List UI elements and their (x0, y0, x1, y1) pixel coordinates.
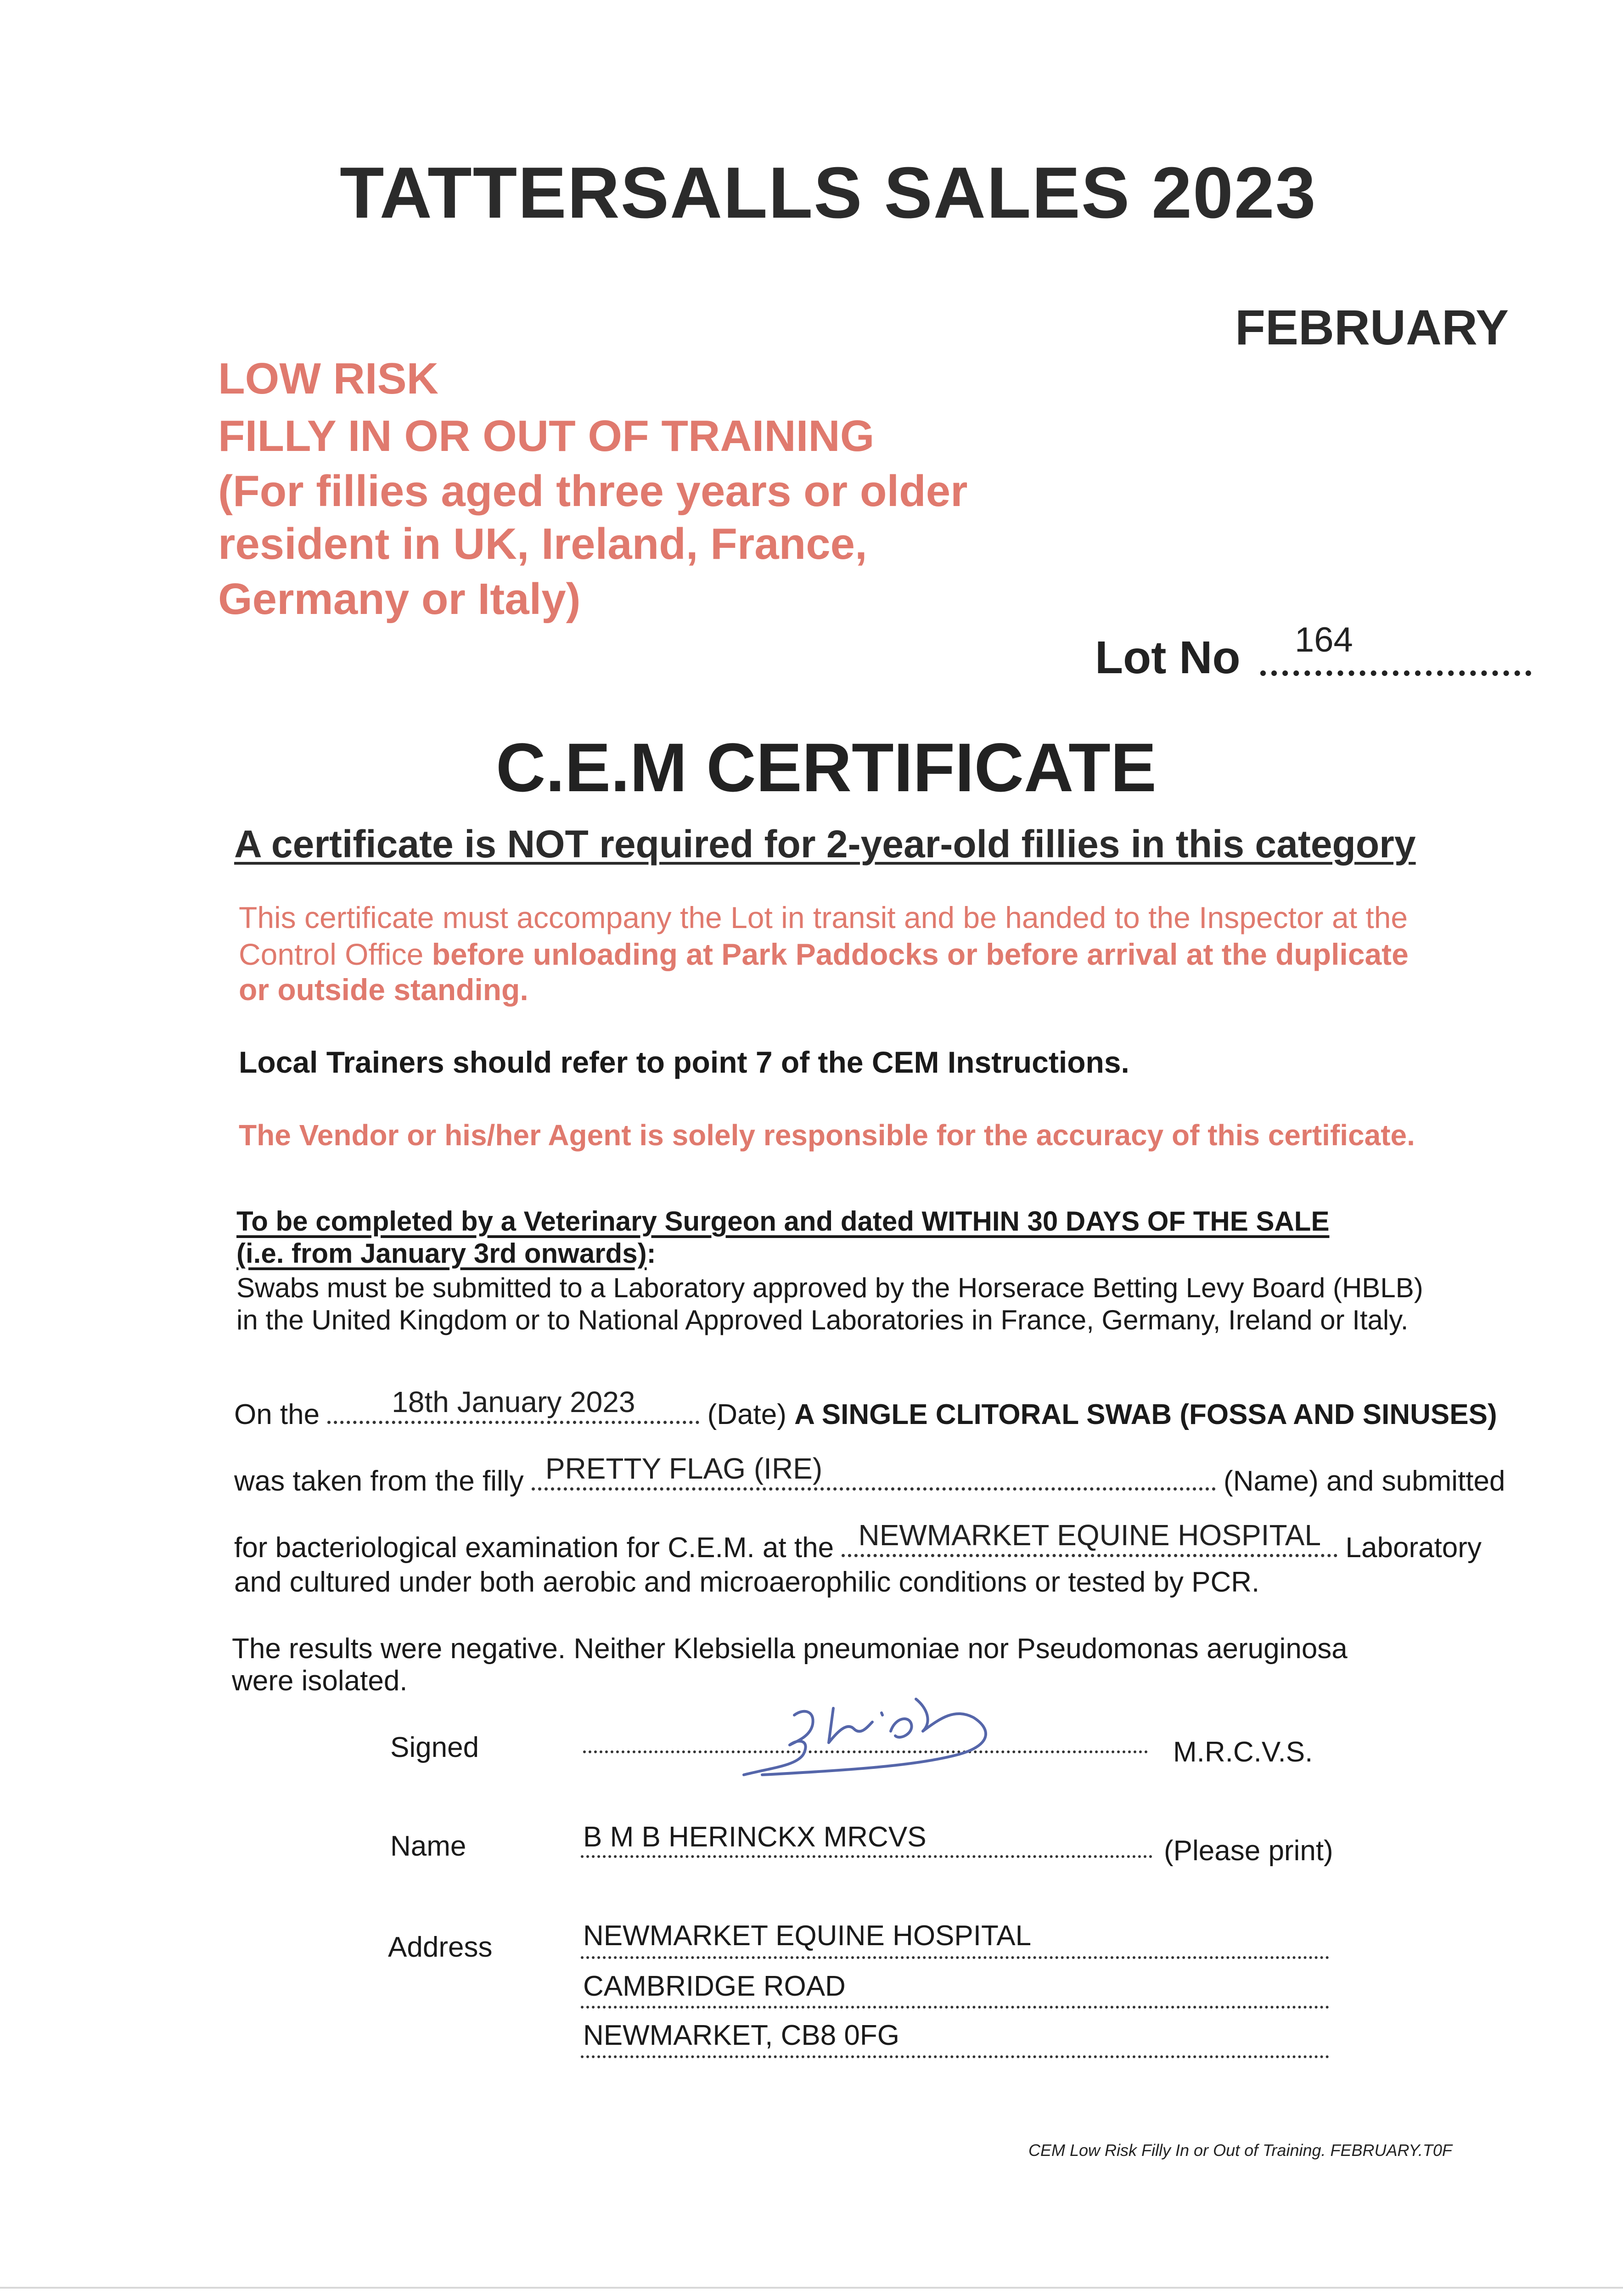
transit-notice-text: Control Office (239, 937, 432, 971)
page-title: TATTERSALLS SALES 2023 (340, 152, 1317, 233)
filly-line (234, 1452, 1505, 1497)
transit-notice-line-2 (239, 937, 1409, 972)
exam-prefix: for bacteriological examination for C.E.M. at the (234, 1532, 834, 1564)
address-line-3: NEWMARKET, CB8 0FG (583, 2020, 899, 2051)
on-the-label: On the (234, 1399, 320, 1430)
date-suffix: (Date) (707, 1399, 795, 1430)
address-field-1[interactable] (581, 1956, 1329, 1959)
laboratory-value: NEWMARKET EQUINE HOSPITAL (858, 1519, 1321, 1552)
filly-name-field[interactable] (532, 1452, 1216, 1491)
date-line (234, 1385, 1497, 1431)
certificate-title: C.E.M CERTIFICATE (496, 729, 1157, 806)
signed-label: Signed (390, 1732, 479, 1763)
date-field[interactable] (327, 1385, 699, 1424)
transit-notice-line-3: or outside standing. (239, 973, 528, 1007)
instructions-heading-line-1: To be completed by a Veterinary Surgeon and dated WITHIN 30 DAYS OF THE SALE (236, 1206, 1330, 1237)
instructions-colon: : (646, 1238, 656, 1269)
category-line-4: resident in UK, Ireland, France, (218, 519, 867, 568)
laboratory-field[interactable] (842, 1519, 1337, 1557)
taken-from-label: was taken from the filly (234, 1465, 524, 1497)
culture-statement: and cultured under both aerobic and microaerophilic conditions or tested by PCR. (234, 1566, 1260, 1598)
name-label: Name (390, 1830, 466, 1862)
sale-month: FEBRUARY (1235, 299, 1509, 355)
mrcvs-suffix: M.R.C.V.S. (1173, 1736, 1313, 1768)
vet-name-field[interactable] (581, 1855, 1152, 1858)
lot-number-field (1260, 670, 1531, 676)
category-line-1: LOW RISK (218, 354, 438, 403)
signature-mark (735, 1690, 1019, 1782)
address-label: Address (388, 1931, 493, 1963)
local-trainers-note: Local Trainers should refer to point 7 of the CEM Instructions. (239, 1045, 1129, 1079)
please-print-note: (Please print) (1164, 1835, 1333, 1867)
transit-notice-line-1: This certificate must accompany the Lot in transit and be handed to the Inspector at the (239, 900, 1408, 934)
date-value: 18th January 2023 (392, 1385, 635, 1418)
category-line-3: (For fillies aged three years or older (218, 467, 968, 516)
laboratory-line (234, 1519, 1482, 1564)
category-line-5: Germany or Italy) (218, 574, 581, 624)
lot-label: Lot No (1095, 632, 1241, 683)
instructions-date-range: (i.e. from January 3rd onwards) (236, 1238, 647, 1269)
name-suffix: (Name) and submitted (1224, 1465, 1505, 1497)
results-line-1: The results were negative. Neither Klebsiella pneumoniae nor Pseudomonas aeruginosa (232, 1633, 1348, 1665)
instructions-heading-line-2 (236, 1238, 656, 1269)
vet-name-value: B M B HERINCKX MRCVS (583, 1821, 927, 1853)
results-line-2: were isolated. (232, 1665, 408, 1697)
category-line-2: FILLY IN OR OUT OF TRAINING (218, 411, 875, 461)
address-line-2: CAMBRIDGE ROAD (583, 1970, 846, 2002)
swab-description: A SINGLE CLITORAL SWAB (FOSSA AND SINUSES) (794, 1399, 1497, 1430)
lot-number-value: 164 (1295, 620, 1353, 659)
address-field-2[interactable] (581, 2006, 1329, 2009)
laboratory-suffix: Laboratory (1345, 1532, 1482, 1564)
filly-name-value: PRETTY FLAG (IRE) (545, 1452, 823, 1485)
scan-edge (0, 2287, 1623, 2289)
not-required-notice: A certificate is NOT required for 2-year-old fillies in this category (234, 822, 1416, 866)
instructions-body-line-1: Swabs must be submitted to a Laboratory approved by the Horserace Betting Levy Board (HBLB) (236, 1272, 1423, 1303)
form-reference-footer: CEM Low Risk Filly In or Out of Training. FEBRUARY.T0F (1028, 2141, 1452, 2160)
vendor-responsibility-note: The Vendor or his/her Agent is solely responsible for the accuracy of this certificate. (239, 1119, 1415, 1152)
instructions-body-line-2: in the United Kingdom or to National Approved Laboratories in France, Germany, Ireland or Italy. (236, 1305, 1409, 1335)
address-field-3[interactable] (581, 2055, 1329, 2058)
transit-notice-emphasis: before unloading at Park Paddocks or before arrival at the duplicate (432, 937, 1409, 971)
address-line-1: NEWMARKET EQUINE HOSPITAL (583, 1920, 1032, 1952)
